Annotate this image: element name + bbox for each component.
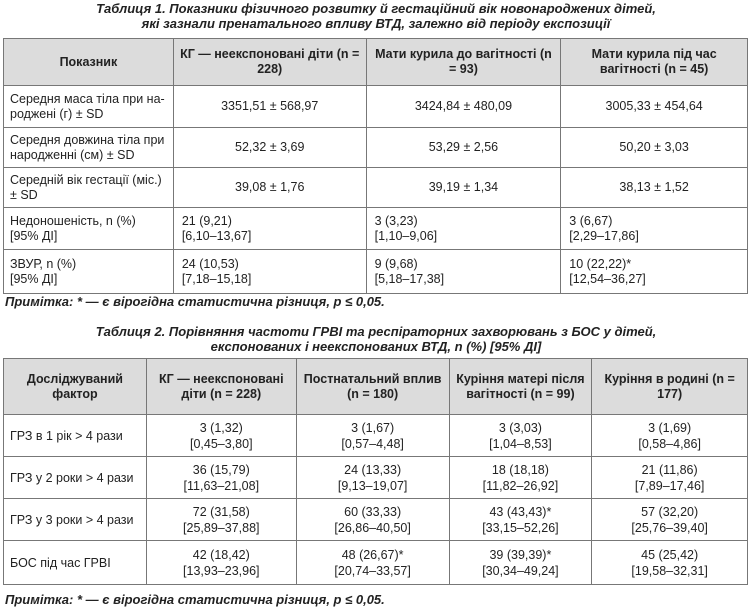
table-row [4,415,748,457]
table-cell [561,208,748,250]
table-cell [366,128,561,168]
table-row [4,86,748,128]
cell-line: [19,58–32,31] [631,563,708,578]
table-cell [592,415,748,457]
cell-line: 21 (9,21) [181,213,232,228]
table-cell [296,541,449,585]
table-row [4,541,748,585]
table1-header-control: КГ — неекспоновані діти (n = 228) [173,39,366,86]
row-label: ГРЗ у 2 роки > 4 рази [4,457,147,499]
table-cell [296,415,449,457]
table-cell [592,541,748,585]
cell-line: 52,32 ± 3,69 [235,140,305,154]
cell-line: 18 (18,18) [491,462,549,477]
cell-line: 24 (13,33) [344,462,402,477]
cell-line: [9,13–19,07] [337,478,408,493]
table-row [4,457,748,499]
cell-line: 21 (11,86) [641,462,698,477]
table2-header-mother-after: Куріння матері після вагітності (n = 99) [449,359,592,415]
cell-line: 43 (43,43)* [489,504,552,519]
cell-line: [2,29–17,86] [569,228,639,243]
cell-line: [5,18–17,38] [374,271,445,286]
cell-line: [12,54–36,27] [569,271,646,286]
cell-line: 39 (39,39)* [489,547,552,562]
cell-line: [25,89–37,88] [183,520,260,535]
cell-line: 3 (1,67) [351,420,395,435]
table-cell [146,499,296,541]
table-row [4,250,748,294]
table-cell [449,415,592,457]
table1-caption [0,1,752,31]
row-label: ГРЗ в 1 рік > 4 рази [4,415,147,457]
table1-note: Примітка: * — є вірогідна статистична різниця, р ≤ 0,05. [5,294,385,309]
cell-line: [20,74–33,57] [334,563,411,578]
cell-line: [25,76–39,40] [631,520,708,535]
table-row [4,128,748,168]
cell-line: народженні (см) ± SD [10,147,135,162]
row-label [4,208,174,250]
cell-line: [11,63–21,08] [183,478,260,493]
table2-header-factor: Досліджуваний фактор [4,359,147,415]
table-cell [173,86,366,128]
table-cell [366,86,561,128]
cell-line: 24 (10,53) [181,256,239,271]
table2-header-postnatal: Постнатальний вплив (n = 180) [296,359,449,415]
cell-line: 53,29 ± 2,56 [428,140,499,154]
table-cell [561,168,748,208]
cell-line: 3 (3,23) [374,213,418,228]
cell-line: 38,13 ± 1,52 [619,180,689,194]
cell-line: 36 (15,79) [192,462,250,477]
row-label [4,250,174,294]
cell-line: [0,57–4,48] [341,436,404,451]
cell-line: роджені (г) ± SD [10,106,104,121]
row-label: БОС під час ГРВІ [4,541,147,585]
cell-line: Середня маса тіла при на- [10,91,165,106]
cell-line: 42 (18,42) [192,547,250,562]
table-cell [449,457,592,499]
cell-line: 3 (3,03) [498,420,542,435]
table-cell [449,499,592,541]
table-cell [592,457,748,499]
cell-line: ± SD [10,187,38,202]
cell-line: [0,58–4,86] [638,436,701,451]
cell-line: [33,15–52,26] [482,520,559,535]
cell-line: Недоношеність, n (%) [10,213,136,228]
cell-line: ЗВУР, n (%) [10,256,77,271]
table2-header-control: КГ — неекспоновані діти (n = 228) [146,359,296,415]
table-cell [366,208,561,250]
cell-line: 57 (32,20) [641,504,699,519]
row-label [4,168,174,208]
table-row [4,499,748,541]
table-cell [561,250,748,294]
table-row [4,208,748,250]
cell-line: [0,45–3,80] [190,436,253,451]
cell-line: 3424,84 ± 480,09 [414,99,513,113]
table1-header-before: Мати курила до вагітності (n = 93) [366,39,561,86]
table1-caption-line1: Таблиця 1. Показники фізичного розвитку й гестаційний вік новонароджених дітей, [96,1,656,16]
cell-line: 50,20 ± 3,03 [619,140,689,154]
table-cell [146,541,296,585]
cell-line: 39,08 ± 1,76 [235,180,305,194]
table2-note: Примітка: * — є вірогідна статистична різниця, р ≤ 0,05. [5,592,385,607]
table-cell [366,250,561,294]
cell-line: 3 (6,67) [569,213,613,228]
cell-line: [11,82–26,92] [482,478,559,493]
table-cell [296,499,449,541]
table-cell [366,168,561,208]
table-cell [592,499,748,541]
row-label [4,128,174,168]
row-label [4,86,174,128]
cell-line: 3 (1,69) [648,420,692,435]
cell-line: 3005,33 ± 454,64 [605,99,703,113]
table2 [3,358,748,585]
cell-line: [30,34–49,24] [482,563,559,578]
cell-line: 3351,51 ± 568,97 [221,99,319,113]
cell-line: [1,10–9,06] [374,228,438,243]
table-cell [561,86,748,128]
cell-line: 10 (22,22)* [569,256,632,271]
table-cell [173,128,366,168]
table1-header-indicator: Показник [4,39,174,86]
cell-line: 48 (26,67)* [341,547,404,562]
cell-line: 72 (31,58) [192,504,250,519]
table2-caption-line1: Таблиця 2. Порівняння частоти ГРВІ та респіраторних захворювань з БОС у дітей, [95,324,657,339]
cell-line: [13,93–23,96] [183,563,260,578]
table-cell [449,541,592,585]
table2-caption-line2: експонованих і неекспонованих ВТД, n (%) [95% ДІ] [210,339,542,354]
table2-caption [0,324,752,354]
table2-header-family: Куріння в родині (n = 177) [592,359,748,415]
cell-line: [95% ДІ] [10,228,58,243]
cell-line: 45 (25,42) [641,547,699,562]
table-cell [296,457,449,499]
table1 [3,38,748,294]
cell-line: [7,89–17,46] [634,478,705,493]
table1-caption-line2: які зазнали пренатального впливу ВТД, залежно від періоду експозиції [141,16,611,31]
row-label: ГРЗ у 3 роки > 4 рази [4,499,147,541]
cell-line: Середній вік гестації (міс.) [10,172,162,187]
table-cell [173,208,366,250]
cell-line: 9 (9,68) [374,256,418,271]
cell-line: [6,10–13,67] [181,228,252,243]
table-row [4,168,748,208]
table-cell [146,415,296,457]
cell-line: [95% ДІ] [10,271,58,286]
cell-line: [26,86–40,50] [334,520,411,535]
table-cell [146,457,296,499]
cell-line: 60 (33,33) [344,504,402,519]
cell-line: [7,18–15,18] [181,271,252,286]
cell-line: 39,19 ± 1,34 [428,180,499,194]
table-cell [173,250,366,294]
table-cell [561,128,748,168]
cell-line: Середня довжина тіла при [10,132,165,147]
table-cell [173,168,366,208]
cell-line: 3 (1,32) [199,420,243,435]
cell-line: [1,04–8,53] [489,436,552,451]
table1-header-during: Мати курила під час вагітності (n = 45) [561,39,748,86]
